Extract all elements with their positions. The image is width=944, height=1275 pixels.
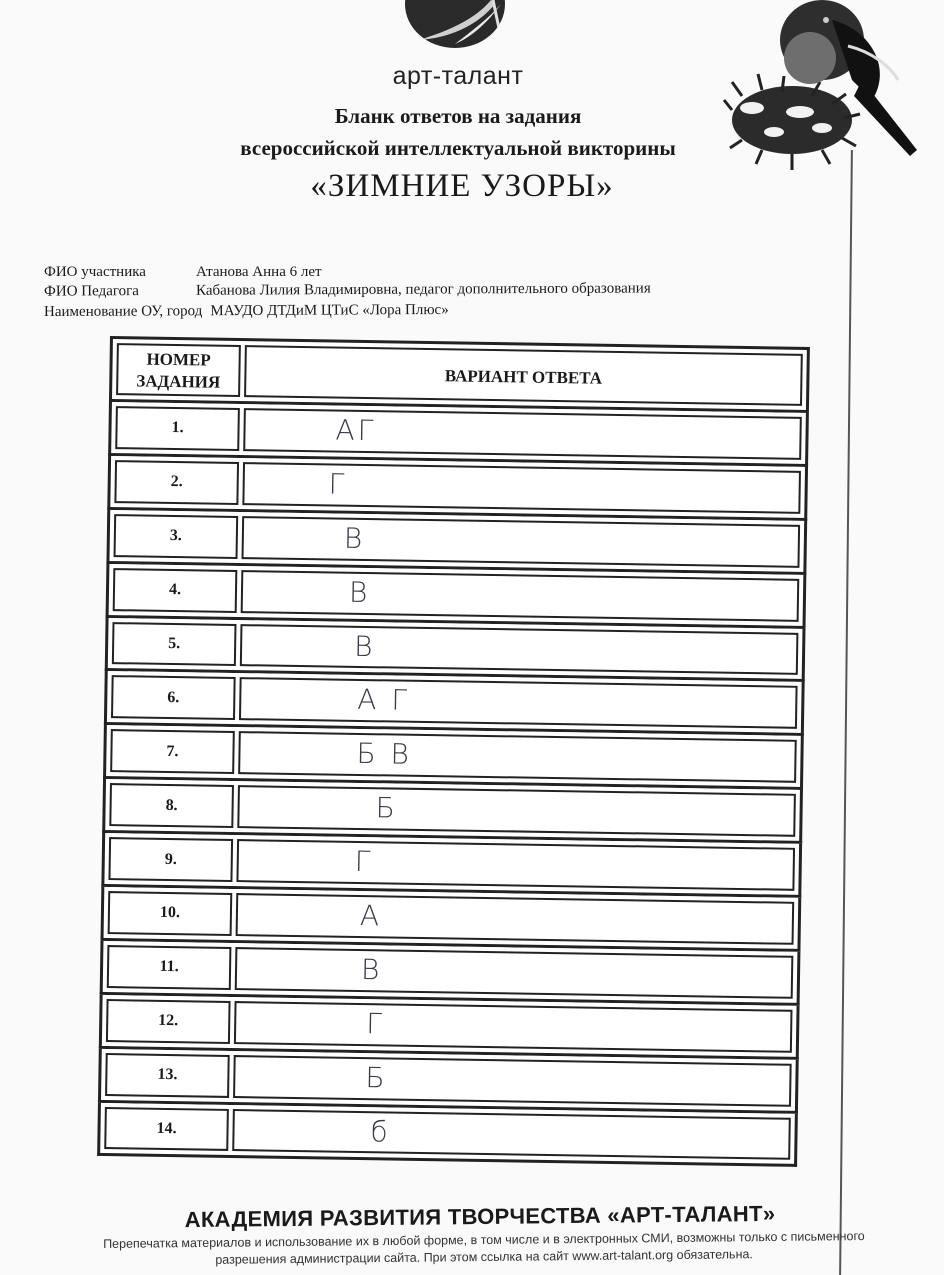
task-number: 11. bbox=[107, 945, 232, 990]
page-edge bbox=[839, 150, 852, 1275]
teacher-value: Кабанова Лилия Владимировна, педагог дополнительного образования bbox=[195, 280, 651, 299]
handwritten-answer: Б В bbox=[356, 737, 413, 772]
academy-name: АКАДЕМИЯ РАЗВИТИЯ ТВОРЧЕСТВА «АРТ-ТАЛАНТ» bbox=[184, 1200, 776, 1233]
handwritten-answer: б bbox=[370, 1114, 391, 1149]
task-number: 2. bbox=[114, 460, 239, 505]
answer-cell bbox=[234, 1001, 793, 1053]
teacher-label: ФИО Педагога bbox=[43, 283, 139, 300]
handwritten-answer: А bbox=[359, 899, 383, 933]
table-header bbox=[109, 336, 810, 413]
participant-label: ФИО участника bbox=[44, 264, 146, 280]
participant-line bbox=[44, 264, 322, 281]
title-line-2: всероссийской интеллектуальной викторины bbox=[240, 136, 676, 160]
handwritten-answer: АГ bbox=[335, 413, 377, 448]
handwritten-answer: Г bbox=[365, 1006, 386, 1041]
handwritten-answer: В bbox=[360, 952, 383, 987]
answer-cell bbox=[242, 516, 801, 568]
handwritten-answer: Б bbox=[365, 1060, 388, 1095]
organization-label: Наименование ОУ, город bbox=[43, 303, 203, 321]
task-number: 1. bbox=[115, 406, 240, 451]
handwritten-answer: В bbox=[343, 521, 366, 555]
task-number: 6. bbox=[111, 676, 236, 721]
quiz-title: «ЗИМНИЕ УЗОРЫ» bbox=[310, 168, 614, 204]
task-number: 14. bbox=[104, 1107, 229, 1152]
handwritten-answer: В bbox=[348, 575, 371, 609]
copyright-notice: Перепечатка материалов и использование их в любой форме, в том числе и в электронных СМИ, возможны только с письменного разрешения администрации сайта. При этом ссылка на сайт www.art-talant.org обязательна. bbox=[103, 1229, 865, 1267]
task-number: 13. bbox=[105, 1053, 230, 1098]
answer-cell bbox=[243, 408, 802, 460]
answer-cell bbox=[236, 893, 795, 945]
handwritten-answer: Б bbox=[375, 791, 399, 825]
organization-value: МАУДО ДТДиМ ЦТиС «Лора Плюс» bbox=[210, 301, 449, 320]
teacher-line bbox=[44, 280, 651, 300]
answer-cell bbox=[233, 1055, 792, 1107]
answer-cell bbox=[232, 1109, 791, 1161]
handwritten-answer: В bbox=[353, 629, 376, 663]
brand-name: арт-талант bbox=[392, 62, 524, 90]
answer-header: ВАРИАНТ ОТВЕТА bbox=[244, 345, 803, 406]
task-number: 3. bbox=[114, 514, 239, 559]
answer-cell bbox=[237, 785, 796, 837]
answer-cell bbox=[242, 462, 801, 514]
organization-line bbox=[44, 302, 449, 321]
task-number: 8. bbox=[109, 783, 234, 828]
handwritten-answer: А Г bbox=[357, 683, 411, 718]
participant-value: Атанова Анна 6 лет bbox=[196, 264, 322, 280]
answer-cell bbox=[238, 731, 797, 783]
answer-cell bbox=[241, 570, 800, 622]
art-talant-logo bbox=[405, 0, 505, 48]
task-number: 5. bbox=[112, 622, 237, 667]
answer-cell bbox=[239, 678, 798, 730]
task-number: 9. bbox=[108, 837, 233, 882]
task-number: 12. bbox=[106, 999, 231, 1044]
task-number-header: НОМЕР ЗАДАНИЯ bbox=[116, 343, 241, 397]
handwritten-answer: Г bbox=[328, 467, 348, 501]
title-line-1: Бланк ответов на задания bbox=[334, 104, 582, 128]
task-number: 7. bbox=[110, 729, 235, 774]
answer-cell bbox=[240, 624, 799, 676]
answer-cell bbox=[236, 839, 795, 891]
answer-table bbox=[97, 336, 810, 1167]
task-number: 10. bbox=[108, 891, 233, 936]
answer-cell bbox=[235, 947, 794, 999]
table-row bbox=[97, 1102, 798, 1167]
task-number: 4. bbox=[113, 568, 238, 613]
handwritten-answer: Г bbox=[354, 845, 374, 879]
